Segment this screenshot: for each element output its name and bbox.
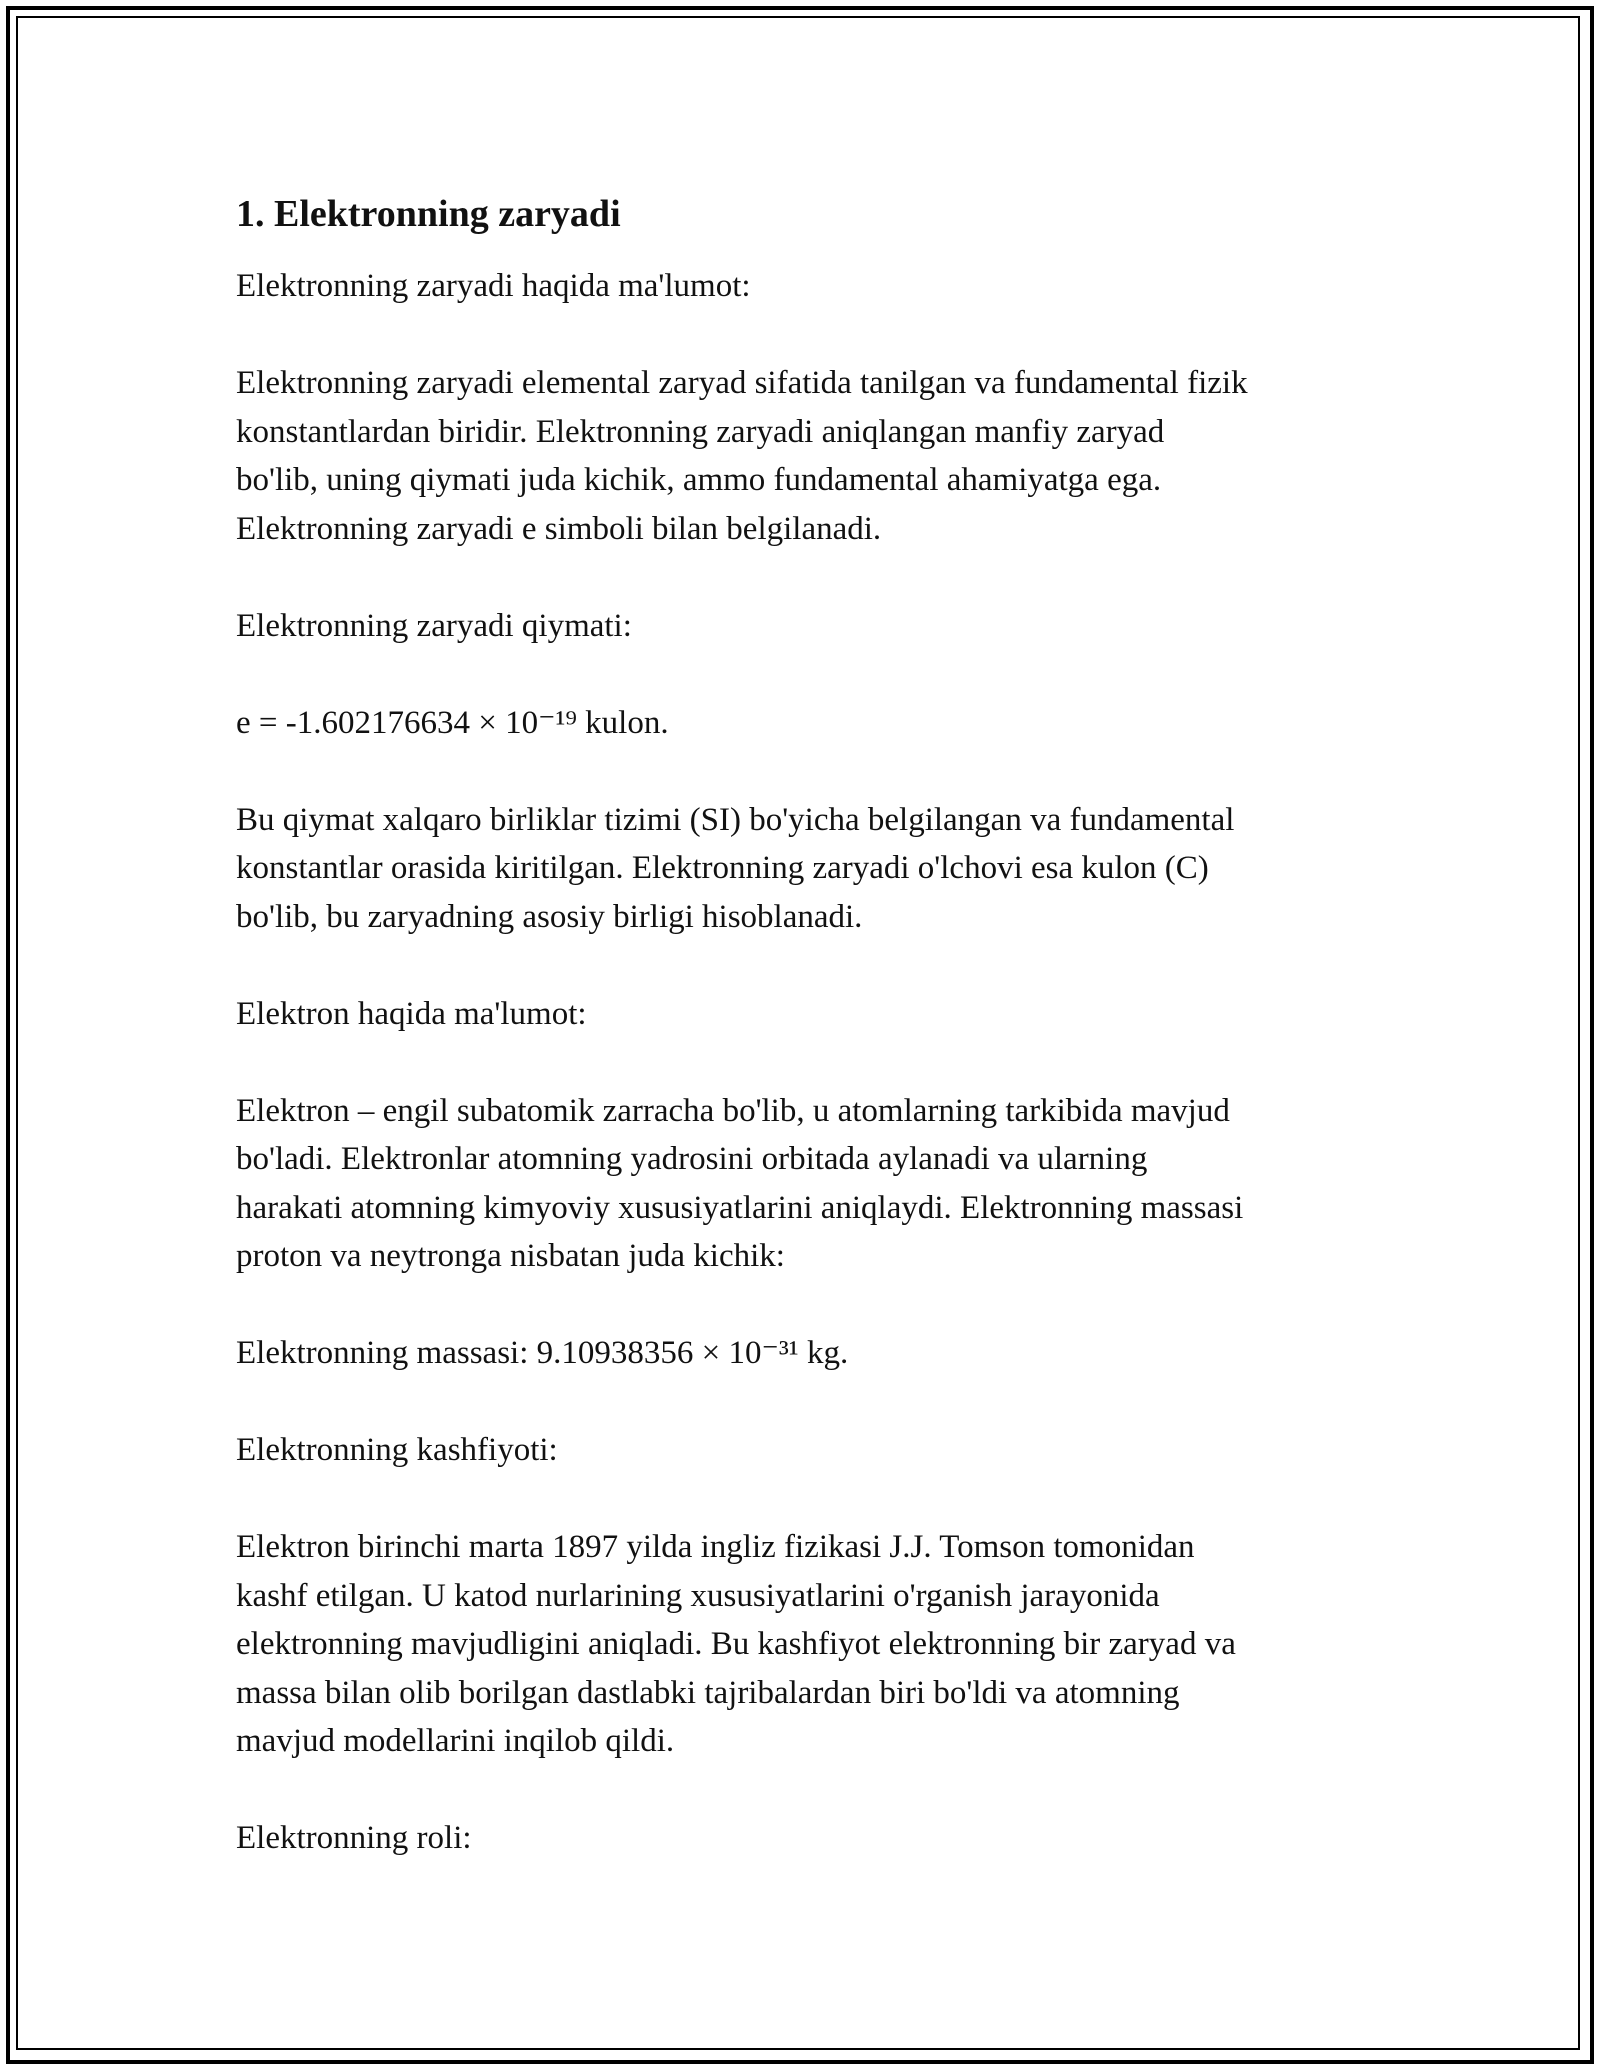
- paragraph-discovery-label: [236, 1426, 1376, 1475]
- document-body: [236, 186, 1376, 1863]
- formula-line: Elektronning massasi: 9.10938356 × 10⁻³¹ kg.: [236, 1335, 849, 1371]
- text-line: Elektronning roli:: [236, 1820, 472, 1856]
- text-line: Elektronning zaryadi qiymati:: [236, 607, 632, 644]
- text-line: bo'lib, uning qiymati juda kichik, ammo fundamental ahamiyatga ega.: [236, 462, 1162, 498]
- text-line: Bu qiymat xalqaro birliklar tizimi (SI) bo'yicha belgilangan va fundamental: [236, 801, 1235, 838]
- text-line: Elektronning zaryadi e simboli bilan belgilanadi.: [236, 510, 882, 547]
- text-line: massa bilan olib borilgan dastlabki tajribalardan biri bo'ldi va atomning: [236, 1674, 1180, 1711]
- text-line: konstantlardan biridir. Elektronning zaryadi aniqlangan manfiy zaryad: [236, 413, 1165, 450]
- text-line: proton va neytronga nisbatan juda kichik:: [236, 1238, 785, 1274]
- text-line: harakati atomning kimyoviy xususiyatlarini aniqlaydi. Elektronning massasi: [236, 1189, 1244, 1226]
- text-line: kashf etilgan. U katod nurlarining xususiyatlarini o'rganish jarayonida: [236, 1577, 1160, 1614]
- paragraph-charge-description: [236, 359, 1376, 553]
- paragraph-role-label: [236, 1814, 1376, 1863]
- text-line: konstantlar orasida kiritilgan. Elektronning zaryadi o'lchovi esa kulon (C): [236, 850, 1209, 886]
- paragraph-charge-value-label: [236, 602, 1376, 651]
- text-line: Elektron – engil subatomik zarracha bo'lib, u atomlarning tarkibida mavjud: [236, 1092, 1230, 1129]
- text-line: Elektronning zaryadi haqida ma'lumot:: [236, 268, 751, 304]
- paragraph-intro-label: [236, 262, 1376, 311]
- paragraph-discovery-description: [236, 1523, 1376, 1766]
- text-line: bo'ladi. Elektronlar atomning yadrosini orbitada aylanadi va ularning: [236, 1141, 1148, 1177]
- text-line: Elektron haqida ma'lumot:: [236, 995, 587, 1032]
- paragraph-si-units: [236, 796, 1376, 942]
- section-heading: 1. Elektronning zaryadi: [236, 193, 621, 235]
- paragraph-charge-formula: [236, 699, 1376, 748]
- formula-line: e = -1.602176634 × 10⁻¹⁹ kulon.: [236, 704, 669, 741]
- text-line: bo'lib, bu zaryadning asosiy birligi hisoblanadi.: [236, 898, 863, 935]
- text-line: Elektronning zaryadi elemental zaryad sifatida tanilgan va fundamental fizik: [236, 365, 1248, 401]
- paragraph-electron-mass: [236, 1329, 1376, 1378]
- text-line: Elektronning kashfiyoti:: [236, 1432, 558, 1468]
- paragraph-electron-description: [236, 1087, 1376, 1281]
- paragraph-electron-label: [236, 990, 1376, 1039]
- text-line: mavjud modellarini inqilob qildi.: [236, 1723, 675, 1759]
- text-line: Elektron birinchi marta 1897 yilda ingliz fizikasi J.J. Tomson tomonidan: [236, 1529, 1195, 1565]
- text-line: elektronning mavjudligini aniqladi. Bu kashfiyot elektronning bir zaryad va: [236, 1626, 1236, 1662]
